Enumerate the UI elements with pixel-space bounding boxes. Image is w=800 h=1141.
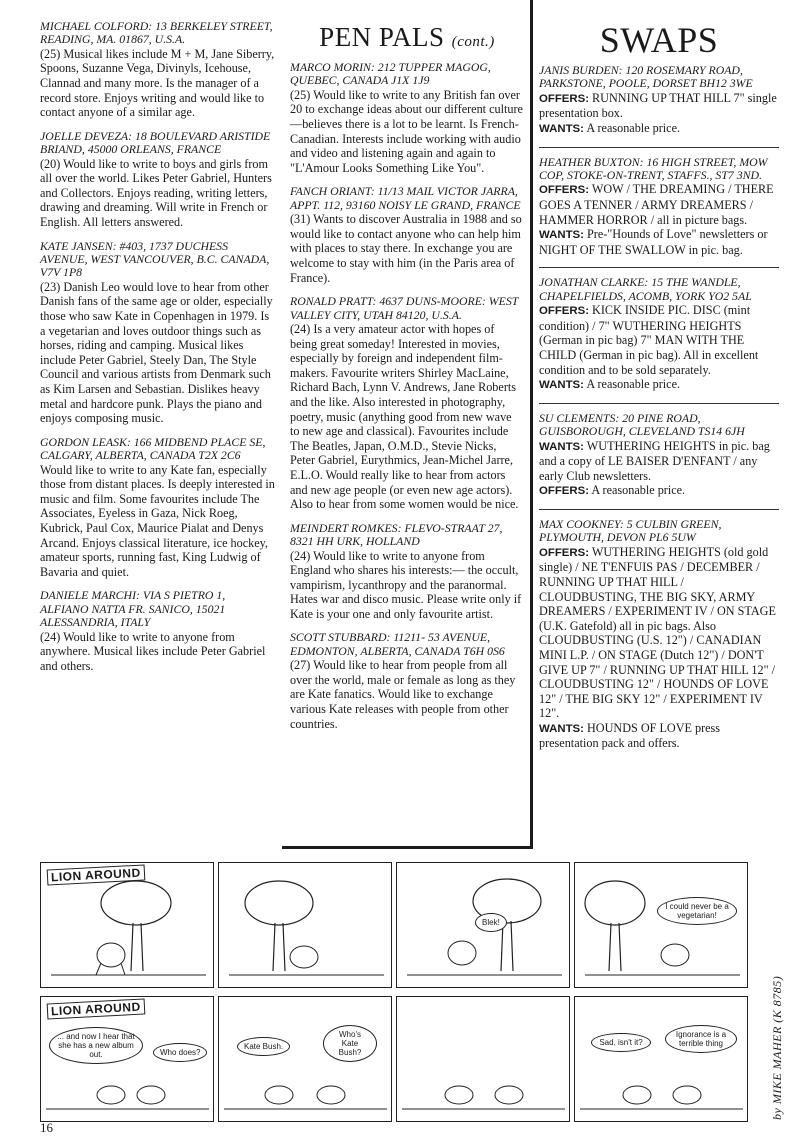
offers-text: WOW / THE DREAMING / THERE GOES A TENNER / ARMY DREAMERS / HAMMER HORROR / all in picture bags. <box>539 182 774 227</box>
comic-credit <box>756 915 784 1125</box>
offers-label: OFFERS: <box>539 184 589 197</box>
lions-silent-drawing <box>397 997 569 1121</box>
pen-pal-name: SCOTT STUBBARD: 11211- 53 AVENUE, EDMONTON, ALBERTA, CANADA T6H 0S6 <box>290 630 505 658</box>
pen-pals-heading <box>290 22 524 57</box>
speech-bubble: Who does? <box>153 1043 207 1062</box>
wants-label: WANTS: <box>539 440 584 453</box>
comic-panel <box>40 996 214 1122</box>
pen-pals-column-left <box>40 20 276 683</box>
wants-text: HOUNDS OF LOVE press presentation pack and offers. <box>539 720 721 751</box>
pen-pal-description: (24) Is a very amateur actor with hopes of being great someday! Interested in movies, especially by foreign and independent film-makers. Favourite writers Shirley MacLaine, Richard Bach, Lynn V. Andrews, Jane Roberts and the like. Also interested in photography, poetry, music (anything good from new wave to new age and classical). Favourites include The Beatles, Japan, O.M.D., Stevie Nicks, Peter Gabriel, Eurythmics, Jean-Michel Jarre, E.L.O. Would really like to hear from actors and new age people (or even new age actors). Also to hear from some women would be nice. <box>290 321 519 512</box>
offers-text: A reasonable price. <box>591 483 686 498</box>
pen-pals-continued: (cont.) <box>451 34 495 50</box>
comic-panel <box>218 862 392 988</box>
pen-pal-name: JOELLE DEVEZA: 18 BOULEVARD ARISTIDE BRIAND, 45000 ORLEANS, FRANCE <box>40 128 271 157</box>
comic-strip-bottom <box>40 996 750 1122</box>
pen-pal-entry <box>290 61 524 175</box>
comic-strip-top <box>40 862 750 988</box>
comic-panel <box>40 862 214 988</box>
pen-pal-name: GORDON LEASK: 166 MIDBEND PLACE SE, CALGARY, ALBERTA, CANADA T2X 2C6 <box>40 434 266 463</box>
pen-pal-description: (25) Musical likes include M + M, Jane Siberry, Spoons, Suzanne Vega, Divinyls, Icehouse, Clannad and many more. Is the manager of a record store. Enjoys writing and would like to contact anyone of a similar age. <box>40 46 275 120</box>
pen-pal-entry <box>40 436 276 580</box>
speech-bubble: Ignorance is a terrible thing <box>665 1025 737 1053</box>
pen-pal-description: (24) Would like to write to anyone from England who shares his interests:— the occult, vampirism, lycanthropy and the paranormal. Hates war and disco music. Please write only if Kate is your one and only favourite artist. <box>290 548 522 621</box>
swap-name: SU CLEMENTS: 20 PINE ROAD, GUISBOROUGH, CLEVELAND TS14 6JH <box>539 410 745 439</box>
swap-offers <box>539 91 779 121</box>
speech-bubble: I could never be a vegetarian! <box>657 897 737 925</box>
lions-talking-drawing <box>575 997 747 1121</box>
lion-eating-drawing <box>219 863 391 987</box>
swap-wants <box>539 721 779 751</box>
lions-talking-drawing <box>219 997 391 1121</box>
offers-text: WUTHERING HEIGHTS (old gold single) / NE T'ENFUIS PAS / DECEMBER / RUNNING UP THAT HILL / CLOUDBUSTING, THE BIG SKY, ARMY DREAMERS / EXPERIMENT IV / ON STAGE (U.K. Gatefold) all in pic bags. Also CLOUDBUSTING (U.S. 12") / CANADIAN MINI L.P. / ON STAGE (Dutch 12") / DON'T GIVE UP 7" / RUNNING UP THAT HILL 12" / CLOUDBUSTING 12" / HOUNDS OF LOVE 12" / THE BIG SKY 12" / EXPERIMENT IV 12". <box>539 544 776 721</box>
pen-pal-entry <box>290 631 524 731</box>
swap-offers <box>539 545 779 721</box>
speech-bubble: Blek! <box>475 913 507 932</box>
pen-pals-column-middle <box>290 20 524 741</box>
pen-pal-entry <box>290 185 524 285</box>
pen-pal-name: DANIELE MARCHI: VIA S PIETRO 1, ALFIANO NATTA FR. SANICO, 15021 ALESSANDRIA, ITALY <box>40 588 226 630</box>
wants-label: WANTS: <box>539 229 584 242</box>
offers-label: OFFERS: <box>539 92 589 105</box>
swap-name: MAX COOKNEY: 5 CULBIN GREEN, PLYMOUTH, DEVON PL6 5UW <box>539 516 722 545</box>
comic-panel <box>396 996 570 1122</box>
pen-pal-name: MEINDERT ROMKES: FLEVO-STRAAT 27, 8321 HH URK, HOLLAND <box>290 520 503 549</box>
pen-pal-entry <box>290 295 524 512</box>
lion-thinking-drawing <box>575 863 747 987</box>
swap-entry <box>539 267 779 392</box>
pen-pal-description: (31) Wants to discover Australia in 1988 and so would like to contact anyone who can help him with places to stay there. In exchange you are welcome to stay with him (in the Paris area of France). <box>290 212 522 285</box>
pen-pals-title: PEN PALS <box>319 22 445 52</box>
comic-panel <box>396 862 570 988</box>
pen-pal-entry <box>290 522 524 622</box>
swap-entry <box>539 403 779 499</box>
offers-label: OFFERS: <box>539 485 589 498</box>
swap-offers <box>539 303 779 377</box>
swap-entry <box>539 147 779 258</box>
swap-entry <box>539 64 779 137</box>
swap-wants <box>539 227 779 257</box>
pen-pal-entry <box>40 240 276 426</box>
pen-pal-description: (27) Would like to hear from people from all over the world, male or female as long as they are Kate fanatics. Would like to exchange various Kate releases with people from other countries. <box>290 658 516 731</box>
wants-text: A reasonable price. <box>586 377 681 392</box>
swap-name: JANIS BURDEN: 120 ROSEMARY ROAD, PARKSTONE, POOLE, DORSET BH12 3WE <box>539 63 753 91</box>
comic-panel <box>574 862 748 988</box>
wants-text: Pre-"Hounds of Love" newsletters or NIGHT OF THE SWALLOW in pic. bag. <box>539 227 768 257</box>
pen-pal-entry <box>40 589 276 673</box>
page-number: 16 <box>40 1120 53 1135</box>
pen-pal-description: (24) Would like to write to anyone from anywhere. Musical likes include Peter Gabriel and others. <box>40 629 266 673</box>
swap-wants <box>539 121 779 137</box>
swap-offers <box>539 483 779 499</box>
swap-entry <box>539 509 779 751</box>
swap-wants <box>539 377 779 393</box>
pen-pal-entry <box>40 130 276 230</box>
speech-bubble: Kate Bush. <box>237 1037 290 1056</box>
comic-title: LION AROUND <box>47 864 145 885</box>
pen-pal-description: (20) Would like to write to boys and girls from all over the world. Likes Peter Gabriel, Hunters and Collectors. Enjoys reading, writing letters, drawing and dreaming. Will write in French or English. All letters answered. <box>40 156 272 229</box>
wants-text: WUTHERING HEIGHTS in pic. bag and a copy of LE BAISER D'ENFANT / any early Club newsletters. <box>539 438 770 483</box>
pen-pal-name: RONALD PRATT: 4637 DUNS-MOORE: WEST VALLEY CITY, UTAH 84120, U.S.A. <box>290 294 519 322</box>
offers-text: RUNNING UP THAT HILL 7" single presentation box. <box>539 90 777 121</box>
wants-text: A reasonable price. <box>586 121 681 135</box>
pen-pal-description: (23) Danish Leo would love to hear from other Danish fans of the same age or older, especially those who saw Kate in Copenhagen in 1979. Is a vegetarian and loves outdoor things such as horses, riding and camping. Musical likes include Peter Gabriel, Steely Dan, The Style Council and various artists from Denmark such as Kim Larsen and Sebastian. Dislikes heavy metal and hardcore punk. Plays the piano and enjoys composing music. <box>40 279 273 426</box>
comic-title: LION AROUND <box>47 998 145 1019</box>
swap-wants <box>539 439 779 484</box>
swap-offers <box>539 182 779 227</box>
pen-pal-name: KATE JANSEN: #403, 1737 DUCHESS AVENUE, WEST VANCOUVER, B.C. CANADA, V7V 1P8 <box>40 238 270 280</box>
speech-bubble: ... and now I hear that she has a new album out. <box>49 1027 143 1064</box>
swaps-title: SWAPS <box>599 20 719 60</box>
pen-pal-entry <box>40 20 276 120</box>
pen-pal-description: Would like to write to any Kate fan, especially those from distant places. Is deeply interested in music and film. Some favourites include The Associates, Eyeless in Gaza, Nick Roeg, Kubrick, Paul Cox, Maurice Pialat and Denys Arcand. Enjoys classical literature, ice hockey, amateur sports, running fast, King Ludwig of Bavaria and quiet. <box>40 462 275 579</box>
wants-label: WANTS: <box>539 379 584 392</box>
swaps-column <box>539 20 779 761</box>
speech-bubble: Who's Kate Bush? <box>323 1025 377 1062</box>
wants-label: WANTS: <box>539 722 584 735</box>
pen-pal-description: (25) Would like to write to any British fan over 20 to exchange ideas about our different culture—believes there is a lot to be learnt. Is French-Canadian. Interests include working with audio and video and listening again and again to "L'Amour Looks Something Like You". <box>290 87 523 175</box>
swap-name: HEATHER BUXTON: 16 HIGH STREET, MOW COP, STOKE-ON-TRENT, STAFFS., ST7 3ND. <box>539 154 768 182</box>
wants-label: WANTS: <box>539 123 584 135</box>
offers-label: OFFERS: <box>539 305 589 318</box>
comic-credit-text: by MIKE MAHER (K 8785) <box>770 975 784 1120</box>
comic-panel <box>218 996 392 1122</box>
speech-bubble: Sad, isn't it? <box>591 1033 651 1052</box>
pen-pal-name: MARCO MORIN: 212 TUPPER MAGOG, QUEBEC, CANADA J1X 1J9 <box>290 60 491 88</box>
comic-panel <box>574 996 748 1122</box>
offers-text: KICK INSIDE PIC. DISC (mint condition) / 7" WUTHERING HEIGHTS (German in pic bag) 7" MAN WITH THE CHILD (German in pic bag). All in excellent condition and to be sold separately. <box>539 303 759 377</box>
swap-name: JONATHAN CLARKE: 15 THE WANDLE, CHAPELFIELDS, ACOMB, YORK YO2 5AL <box>539 275 752 303</box>
pen-pal-name: MICHAEL COLFORD: 13 BERKELEY STREET, READING, MA. 01867, U.S.A. <box>40 19 273 47</box>
offers-label: OFFERS: <box>539 546 589 559</box>
pen-pal-name: FANCH ORIANT: 11/13 MAIL VICTOR JARRA, APPT. 112, 93160 NOISY LE GRAND, FRANCE <box>290 184 521 212</box>
